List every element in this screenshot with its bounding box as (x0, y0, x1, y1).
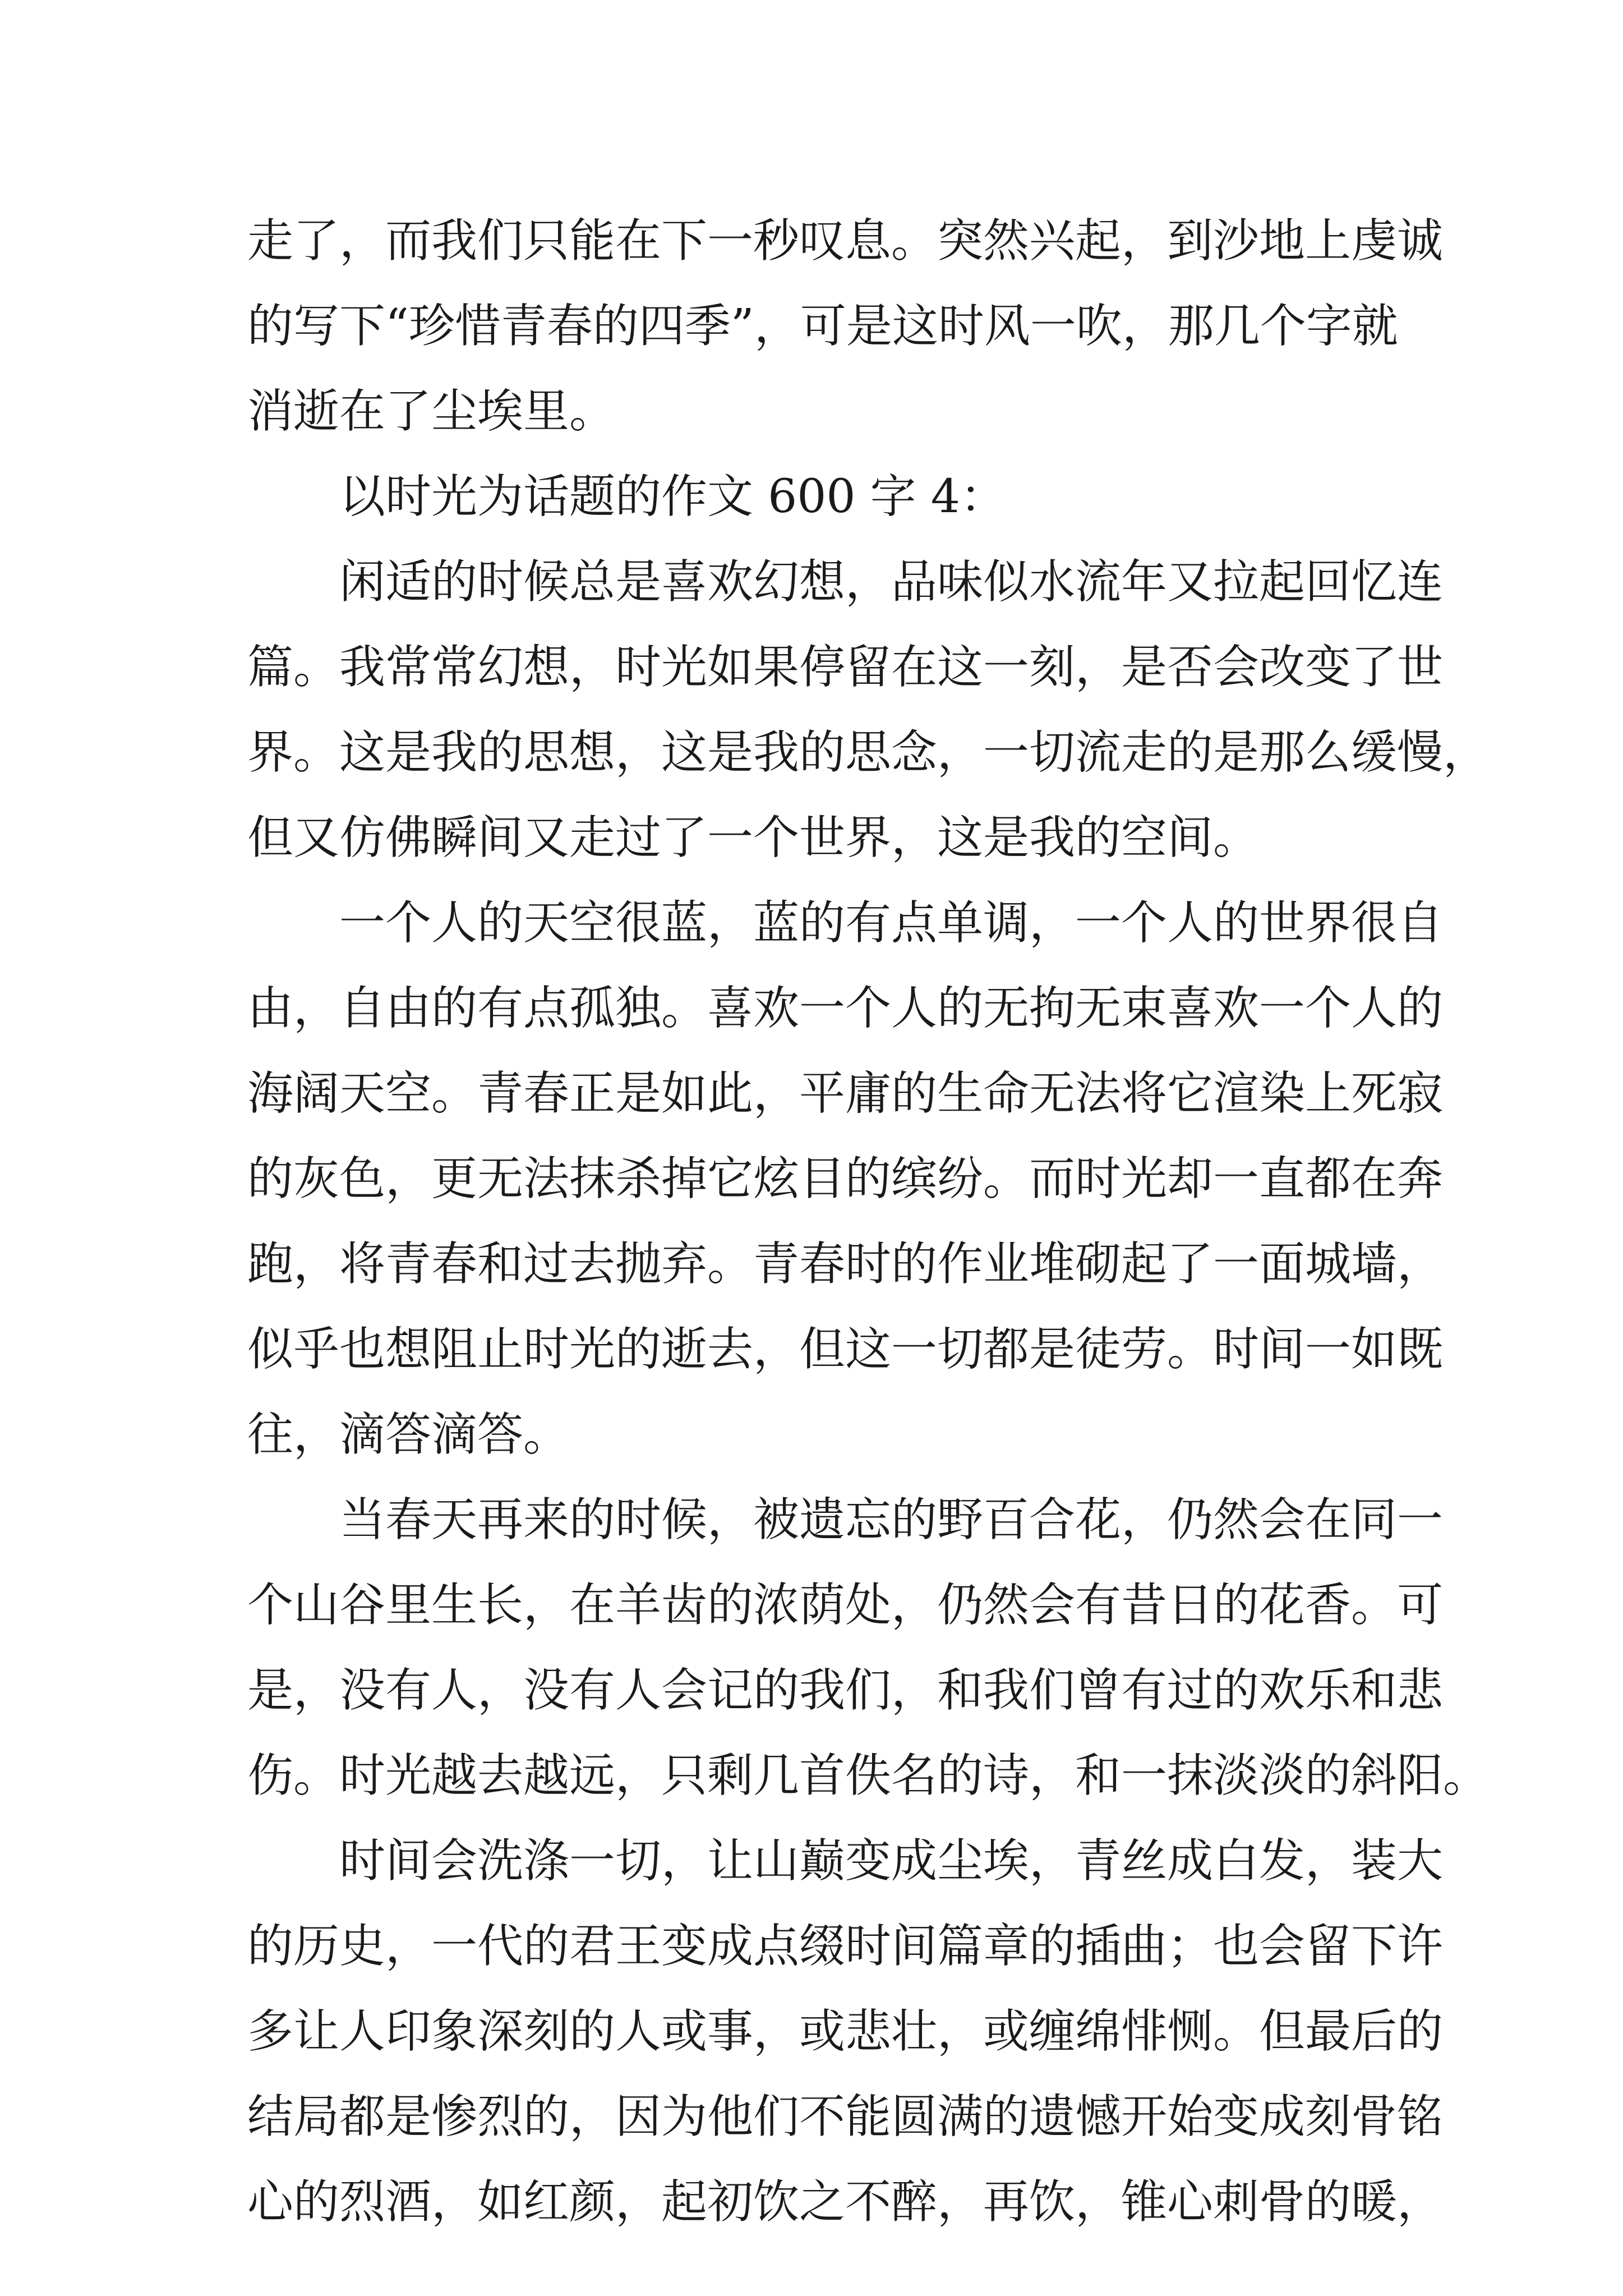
text-line: 似乎也想阻止时光的逝去，但这一切都是徒劳。时间一如既 (247, 1323, 1444, 1376)
text-line: 但又仿佛瞬间又走过了一个世界，这是我的空间。 (247, 811, 1260, 864)
text-line: 消逝在了尘埃里。 (247, 385, 616, 438)
essay-body (247, 199, 1490, 2245)
text-line: 心的烈酒，如红颜，起初饮之不醉，再饮，锥心刺骨的暖， (247, 2175, 1444, 2229)
text-line: 个山谷里生长，在羊齿的浓荫处，仍然会有昔日的花香。可 (247, 1579, 1444, 1632)
text-line: 的写下“珍惜青春的四季”，可是这时风一吹，那几个字就 (247, 300, 1398, 353)
paragraph-first-line: 一个人的天空很蓝，蓝的有点单调，一个人的世界很自 (339, 896, 1444, 950)
paragraph-first-line: 闲适的时候总是喜欢幻想，品味似水流年又拉起回忆连 (339, 555, 1444, 609)
text-line: 多让人印象深刻的人或事，或悲壮，或缠绵悱恻。但最后的 (247, 2005, 1444, 2058)
paragraph-first-line: 时间会洗涤一切，让山巅变成尘埃，青丝成白发，装大 (339, 1834, 1444, 1888)
text-line: 往，滴答滴答。 (247, 1408, 570, 1461)
text-line: 篇。我常常幻想，时光如果停留在这一刻，是否会改变了世 (247, 641, 1444, 694)
text-line: 跑，将青春和过去抛弃。青春时的作业堆砌起了一面城墙， (247, 1237, 1444, 1291)
section-heading: 以时光为话题的作文 600 字 4： (339, 470, 1006, 523)
text-line: 走了，而我们只能在下一秒叹息。突然兴起，到沙地上虔诚 (247, 214, 1444, 268)
text-line: 的灰色，更无法抹杀掉它炫目的缤纷。而时光却一直都在奔 (247, 1152, 1444, 1205)
text-line: 是，没有人，没有人会记的我们，和我们曾有过的欢乐和悲 (247, 1664, 1444, 1717)
text-line: 的历史，一代的君王变成点缀时间篇章的插曲；也会留下许 (247, 1920, 1444, 1973)
text-line: 界。这是我的思想，这是我的思念，一切流走的是那么缓慢， (247, 726, 1490, 779)
text-line: 海阔天空。青春正是如此，平庸的生命无法将它渲染上死寂 (247, 1067, 1444, 1120)
text-line: 伤。时光越去越远，只剩几首佚名的诗，和一抹淡淡的斜阳。 (247, 1749, 1490, 1802)
paragraph-first-line: 当春天再来的时候，被遗忘的野百合花，仍然会在同一 (339, 1493, 1444, 1547)
text-line: 由，自由的有点孤独。喜欢一个人的无拘无束喜欢一个人的 (247, 982, 1444, 1035)
text-line: 结局都是惨烈的，因为他们不能圆满的遗憾开始变成刻骨铭 (247, 2090, 1444, 2143)
